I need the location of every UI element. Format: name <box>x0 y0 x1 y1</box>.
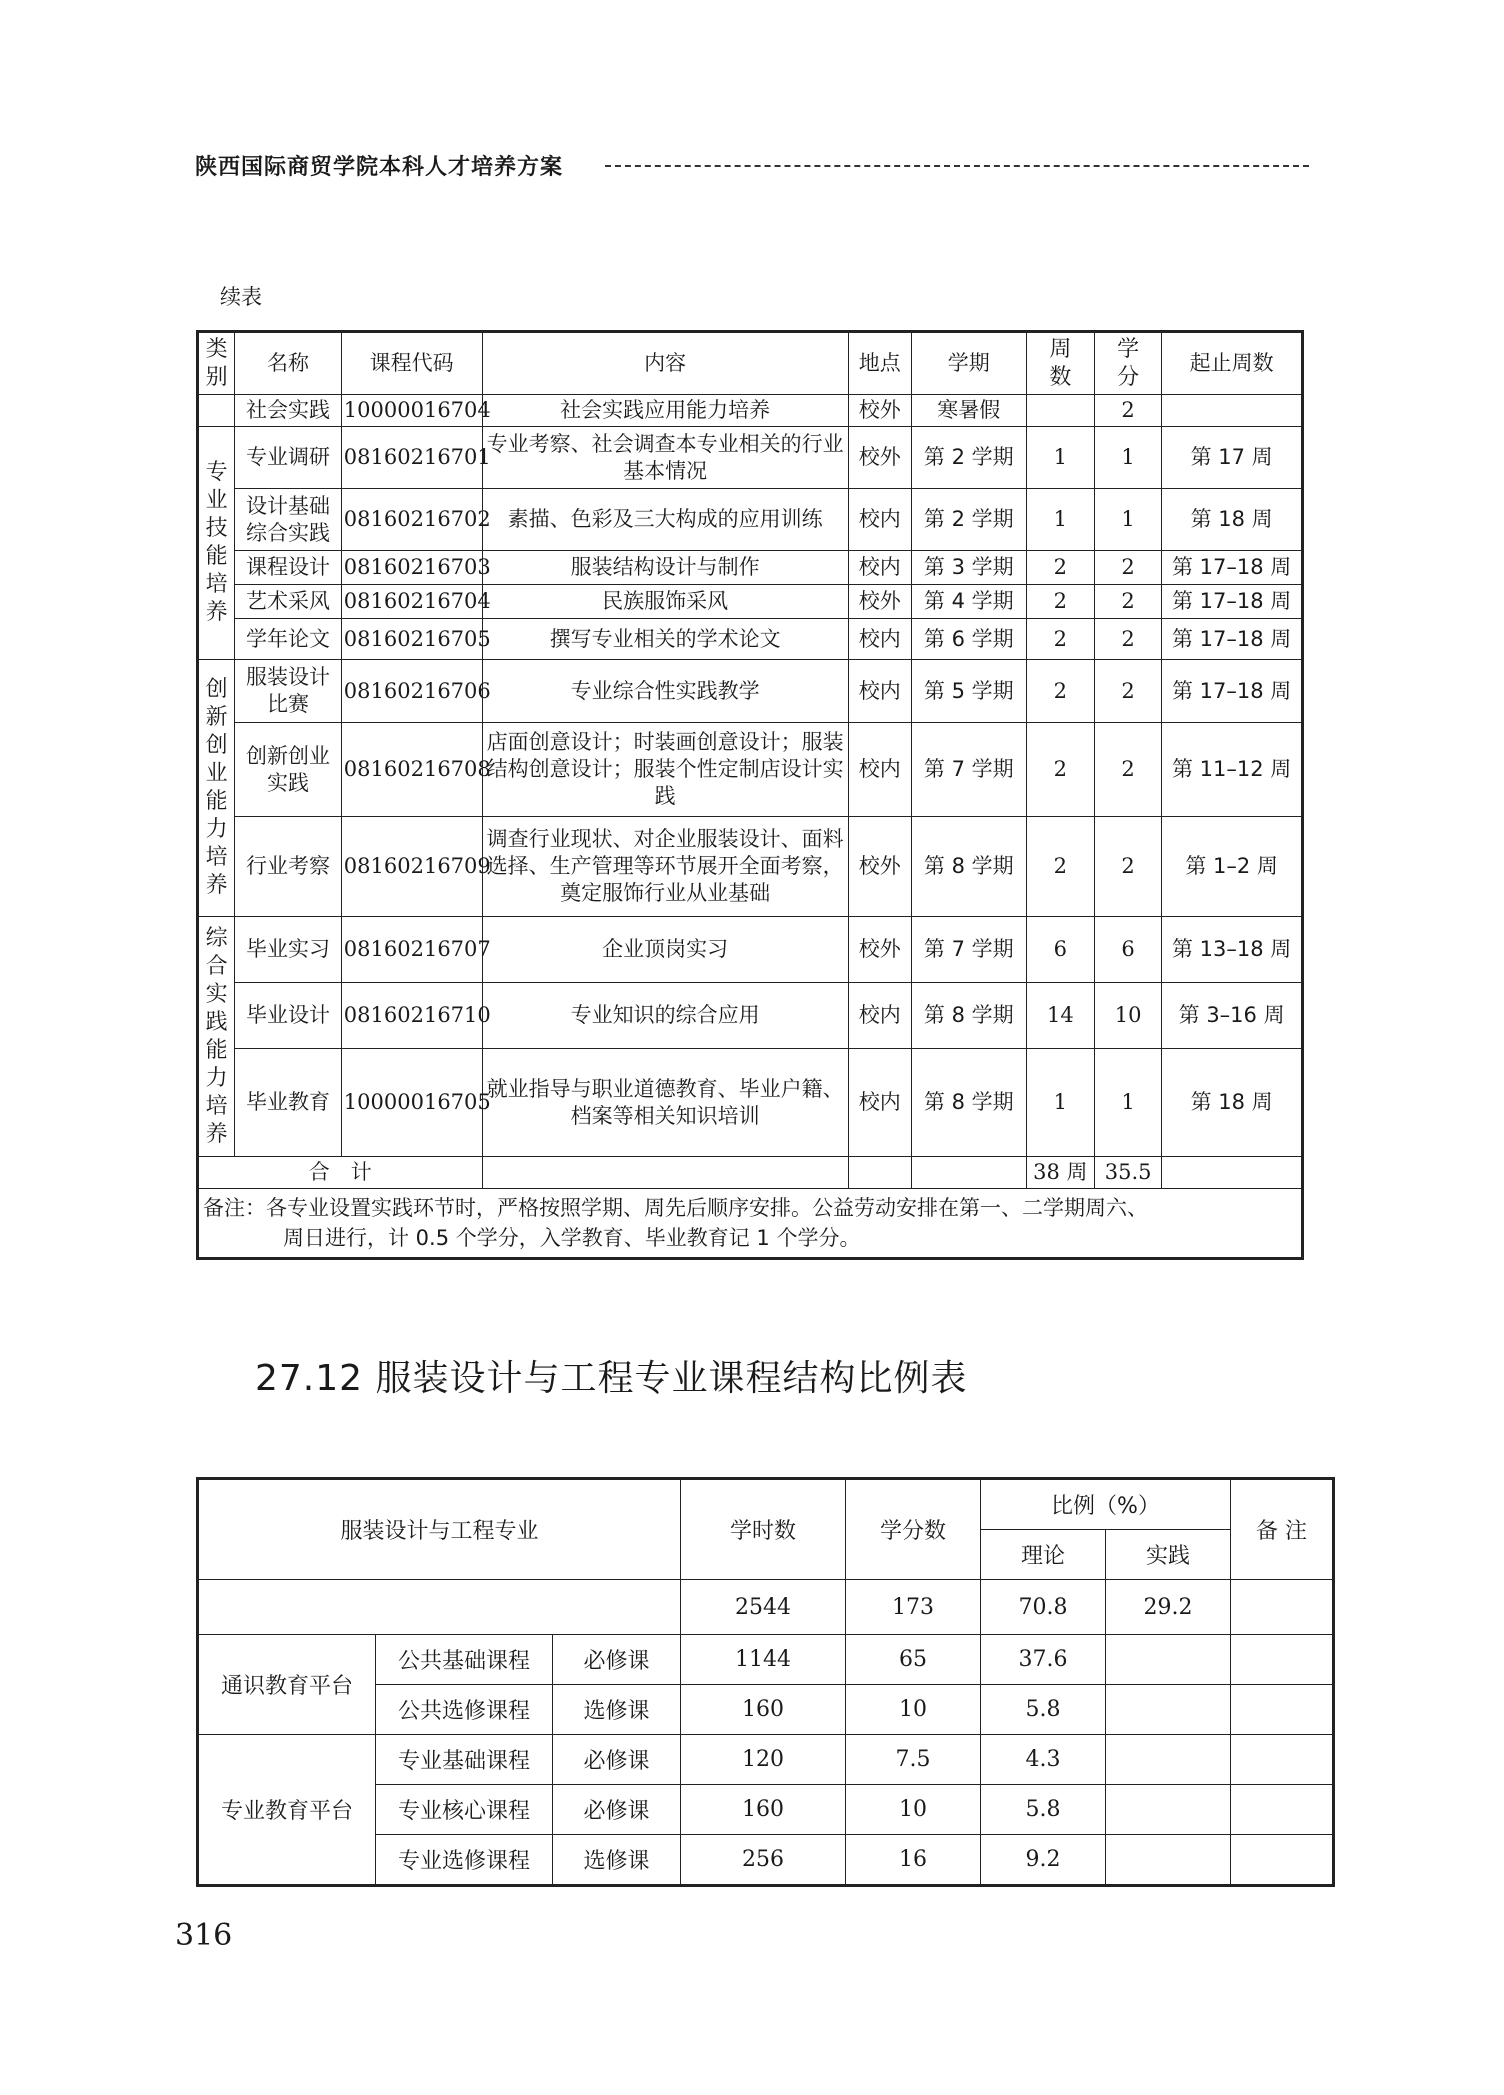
total-empty <box>848 1157 911 1189</box>
course-span: 第 17–18 周 <box>1162 585 1303 619</box>
course-name: 学年论文 <box>235 619 342 660</box>
note-line-2: 周日进行，计 0.5 个学分，入学教育、毕业教育记 1 个学分。 <box>283 1226 861 1250</box>
course-span: 第 17–18 周 <box>1162 551 1303 585</box>
practice-table <box>196 330 1304 1260</box>
course-place: 校内 <box>848 723 911 817</box>
total-row <box>198 1157 1303 1189</box>
practice <box>1106 1785 1231 1835</box>
course-credits: 2 <box>1094 660 1161 723</box>
table-row <box>198 585 1303 619</box>
course-place: 校外 <box>848 585 911 619</box>
hours: 160 <box>681 1685 846 1735</box>
table-row <box>198 1635 1334 1685</box>
header-code: 课程代码 <box>341 332 482 395</box>
course-span <box>1162 395 1303 427</box>
totals-empty <box>198 1580 681 1635</box>
total-hours: 2544 <box>681 1580 846 1635</box>
course-content: 社会实践应用能力培养 <box>482 395 848 427</box>
course-category: 专业基础课程 <box>376 1735 553 1785</box>
course-content: 专业考察、社会调查本专业相关的行业基本情况 <box>482 427 848 489</box>
course-place: 校内 <box>848 983 911 1049</box>
credits: 10 <box>846 1685 981 1735</box>
course-term: 寒暑假 <box>911 395 1026 427</box>
course-term: 第 3 学期 <box>911 551 1026 585</box>
course-span: 第 18 周 <box>1162 1049 1303 1157</box>
header-hours: 学时数 <box>681 1479 846 1580</box>
course-type: 必修课 <box>553 1785 681 1835</box>
course-span: 第 17–18 周 <box>1162 660 1303 723</box>
course-credits: 1 <box>1094 427 1161 489</box>
total-credits: 173 <box>846 1580 981 1635</box>
header-term: 学期 <box>911 332 1026 395</box>
course-name: 毕业实习 <box>235 917 342 983</box>
total-empty <box>911 1157 1026 1189</box>
course-credits: 2 <box>1094 723 1161 817</box>
category-comprehensive: 综合实践能力培养 <box>198 917 235 1157</box>
category-innovation: 创新创业能力培养 <box>198 660 235 917</box>
course-term: 第 4 学期 <box>911 585 1026 619</box>
course-place: 校外 <box>848 817 911 917</box>
course-credits: 2 <box>1094 551 1161 585</box>
course-code: 08160216701 <box>341 427 482 489</box>
course-type: 选修课 <box>553 1835 681 1886</box>
theory: 4.3 <box>981 1735 1106 1785</box>
course-weeks: 6 <box>1026 917 1094 983</box>
table-row <box>198 817 1303 917</box>
credits: 65 <box>846 1635 981 1685</box>
header-dashed-rule <box>605 165 1309 167</box>
total-theory: 70.8 <box>981 1580 1106 1635</box>
course-content: 就业指导与职业道德教育、毕业户籍、档案等相关知识培训 <box>482 1049 848 1157</box>
header-practice: 实践 <box>1106 1530 1231 1580</box>
course-span: 第 13–18 周 <box>1162 917 1303 983</box>
course-credits: 2 <box>1094 817 1161 917</box>
header-remark: 备 注 <box>1231 1479 1334 1580</box>
table-row <box>198 983 1303 1049</box>
theory: 37.6 <box>981 1635 1106 1685</box>
course-term: 第 5 学期 <box>911 660 1026 723</box>
course-weeks: 2 <box>1026 619 1094 660</box>
header-theory: 理论 <box>981 1530 1106 1580</box>
header-ratio: 比例（%） <box>981 1479 1231 1530</box>
course-place: 校外 <box>848 917 911 983</box>
course-content: 服装结构设计与制作 <box>482 551 848 585</box>
course-category: 专业核心课程 <box>376 1785 553 1835</box>
course-code: 08160216705 <box>341 619 482 660</box>
table-row <box>198 660 1303 723</box>
category-cell-empty <box>198 395 235 427</box>
course-place: 校内 <box>848 1049 911 1157</box>
theory: 5.8 <box>981 1785 1106 1835</box>
header-name: 名称 <box>235 332 342 395</box>
course-term: 第 8 学期 <box>911 983 1026 1049</box>
theory: 5.8 <box>981 1685 1106 1735</box>
credits: 7.5 <box>846 1735 981 1785</box>
course-span: 第 11–12 周 <box>1162 723 1303 817</box>
header-credits: 学分数 <box>846 1479 981 1580</box>
course-credits: 6 <box>1094 917 1161 983</box>
course-span: 第 17–18 周 <box>1162 619 1303 660</box>
course-term: 第 8 学期 <box>911 1049 1026 1157</box>
course-name: 创新创业实践 <box>235 723 342 817</box>
course-code: 08160216702 <box>341 489 482 551</box>
course-content: 撰写专业相关的学术论文 <box>482 619 848 660</box>
course-code: 08160216703 <box>341 551 482 585</box>
total-weeks: 38 周 <box>1026 1157 1094 1189</box>
header-credits: 学分 <box>1094 332 1161 395</box>
practice <box>1106 1735 1231 1785</box>
course-weeks: 1 <box>1026 1049 1094 1157</box>
course-content: 专业知识的综合应用 <box>482 983 848 1049</box>
credits: 16 <box>846 1835 981 1886</box>
course-code: 08160216707 <box>341 917 482 983</box>
course-name: 设计基础综合实践 <box>235 489 342 551</box>
course-term: 第 7 学期 <box>911 917 1026 983</box>
hours: 120 <box>681 1735 846 1785</box>
header-place: 地点 <box>848 332 911 395</box>
note-line-1: 备注：各专业设置实践环节时，严格按照学期、周先后顺序安排。公益劳动安排在第一、二学期周六、 <box>203 1196 1148 1220</box>
course-name: 服装设计比赛 <box>235 660 342 723</box>
practice <box>1106 1835 1231 1886</box>
course-place: 校内 <box>848 660 911 723</box>
totals-row <box>198 1580 1334 1635</box>
course-weeks: 2 <box>1026 723 1094 817</box>
course-name: 艺术采风 <box>235 585 342 619</box>
course-term: 第 8 学期 <box>911 817 1026 917</box>
course-weeks: 2 <box>1026 585 1094 619</box>
table-row <box>198 917 1303 983</box>
header-category: 类别 <box>198 332 235 395</box>
course-place: 校内 <box>848 489 911 551</box>
hours: 1144 <box>681 1635 846 1685</box>
course-term: 第 2 学期 <box>911 489 1026 551</box>
category-skill: 专业技能培养 <box>198 427 235 660</box>
credits: 10 <box>846 1785 981 1835</box>
major-name: 服装设计与工程专业 <box>198 1479 681 1580</box>
theory: 9.2 <box>981 1835 1106 1886</box>
course-type: 必修课 <box>553 1735 681 1785</box>
hours: 160 <box>681 1785 846 1835</box>
section-title: 27.12 服装设计与工程专业课程结构比例表 <box>255 1358 968 1399</box>
header-content: 内容 <box>482 332 848 395</box>
course-span: 第 1–2 周 <box>1162 817 1303 917</box>
note-row <box>198 1189 1303 1259</box>
table-row <box>198 723 1303 817</box>
total-practice: 29.2 <box>1106 1580 1231 1635</box>
course-name: 行业考察 <box>235 817 342 917</box>
course-weeks: 2 <box>1026 551 1094 585</box>
structure-ratio-table <box>196 1477 1335 1887</box>
course-term: 第 6 学期 <box>911 619 1026 660</box>
course-weeks: 2 <box>1026 817 1094 917</box>
hours: 256 <box>681 1835 846 1886</box>
table-row <box>198 489 1303 551</box>
course-place: 校外 <box>848 427 911 489</box>
platform-name: 专业教育平台 <box>198 1735 376 1886</box>
course-category: 公共基础课程 <box>376 1635 553 1685</box>
course-weeks: 2 <box>1026 660 1094 723</box>
course-term: 第 7 学期 <box>911 723 1026 817</box>
course-content: 专业综合性实践教学 <box>482 660 848 723</box>
table-row <box>198 395 1303 427</box>
course-span: 第 18 周 <box>1162 489 1303 551</box>
course-content: 民族服饰采风 <box>482 585 848 619</box>
course-place: 校内 <box>848 551 911 585</box>
course-code: 10000016705 <box>341 1049 482 1157</box>
header-weeks: 周数 <box>1026 332 1094 395</box>
course-name: 毕业教育 <box>235 1049 342 1157</box>
course-content: 素描、色彩及三大构成的应用训练 <box>482 489 848 551</box>
course-credits: 2 <box>1094 395 1161 427</box>
course-code: 08160216709 <box>341 817 482 917</box>
table-row <box>198 551 1303 585</box>
course-span: 第 3–16 周 <box>1162 983 1303 1049</box>
course-name: 课程设计 <box>235 551 342 585</box>
course-type: 选修课 <box>553 1685 681 1735</box>
course-code: 08160216708 <box>341 723 482 817</box>
course-credits: 1 <box>1094 1049 1161 1157</box>
course-code: 08160216710 <box>341 983 482 1049</box>
course-weeks: 14 <box>1026 983 1094 1049</box>
table-row <box>198 427 1303 489</box>
course-weeks <box>1026 395 1094 427</box>
totals-remark <box>1231 1580 1334 1635</box>
course-code: 08160216704 <box>341 585 482 619</box>
course-category: 公共选修课程 <box>376 1685 553 1735</box>
course-term: 第 2 学期 <box>911 427 1026 489</box>
remark <box>1231 1735 1334 1785</box>
table-note <box>198 1189 1303 1259</box>
header-span: 起止周数 <box>1162 332 1303 395</box>
total-empty <box>1162 1157 1303 1189</box>
course-credits: 10 <box>1094 983 1161 1049</box>
practice <box>1106 1635 1231 1685</box>
course-name: 毕业设计 <box>235 983 342 1049</box>
course-name: 社会实践 <box>235 395 342 427</box>
table-row <box>198 1049 1303 1157</box>
course-code: 10000016704 <box>341 395 482 427</box>
course-credits: 1 <box>1094 489 1161 551</box>
remark <box>1231 1835 1334 1886</box>
practice <box>1106 1685 1231 1735</box>
running-header: 陕西国际商贸学院本科人才培养方案 <box>195 155 564 180</box>
course-span: 第 17 周 <box>1162 427 1303 489</box>
continued-label: 续表 <box>220 285 262 309</box>
course-weeks: 1 <box>1026 489 1094 551</box>
course-code: 08160216706 <box>341 660 482 723</box>
total-label: 合 计 <box>198 1157 483 1189</box>
header-row <box>198 332 1303 395</box>
remark <box>1231 1785 1334 1835</box>
table-row <box>198 1735 1334 1785</box>
course-category: 专业选修课程 <box>376 1835 553 1886</box>
course-weeks: 1 <box>1026 427 1094 489</box>
remark <box>1231 1685 1334 1735</box>
page-number: 316 <box>175 1918 233 1953</box>
course-name: 专业调研 <box>235 427 342 489</box>
course-credits: 2 <box>1094 619 1161 660</box>
remark <box>1231 1635 1334 1685</box>
course-content: 店面创意设计；时装画创意设计；服装结构创意设计；服装个性定制店设计实践 <box>482 723 848 817</box>
course-type: 必修课 <box>553 1635 681 1685</box>
course-content: 调查行业现状、对企业服装设计、面料选择、生产管理等环节展开全面考察，奠定服饰行业从业基础 <box>482 817 848 917</box>
course-content: 企业顶岗实习 <box>482 917 848 983</box>
course-credits: 2 <box>1094 585 1161 619</box>
platform-name: 通识教育平台 <box>198 1635 376 1735</box>
total-empty <box>482 1157 848 1189</box>
table-row <box>198 619 1303 660</box>
course-place: 校内 <box>848 619 911 660</box>
course-place: 校外 <box>848 395 911 427</box>
total-credits: 35.5 <box>1094 1157 1161 1189</box>
